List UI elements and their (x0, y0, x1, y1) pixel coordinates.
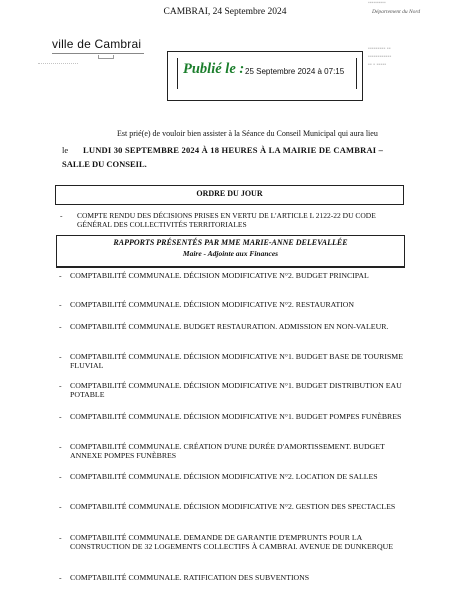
agenda-item-text: COMPTABILITÉ COMMUNALE. DÉCISION MODIFICATIVE N°2. LOCATION DE SALLES (70, 472, 378, 481)
rapporteur-underline (56, 266, 405, 268)
faint-dotted-rule (38, 63, 78, 64)
agenda-intro-item (60, 212, 405, 229)
list-dash: - (59, 381, 62, 390)
agenda-item (59, 352, 409, 370)
publication-label: Publié le : (183, 61, 245, 77)
agenda-item-text: COMPTABILITÉ COMMUNALE. CRÉATION D'UNE DURÉE D'AMORTISSEMENT. BUDGET ANNEXE POMPES FUNÈBRES (70, 442, 385, 460)
agenda-item (59, 300, 409, 309)
agenda-item (59, 442, 409, 460)
org-underline (52, 53, 144, 54)
list-dash: - (59, 352, 62, 361)
list-dash: - (60, 211, 63, 220)
meeting-datetime-location: LUNDI 30 SEPTEMBRE 2024 À 18 HEURES À LA MAIRIE DE CAMBRAI – (83, 145, 384, 155)
document-date: CAMBRAI, 24 Septembre 2024 (163, 7, 287, 17)
agenda-item-text: COMPTABILITÉ COMMUNALE. DÉCISION MODIFICATIVE N°2. BUDGET PRINCIPAL (70, 271, 369, 280)
agenda-item-text: COMPTABILITÉ COMMUNALE. BUDGET RESTAURATION. ADMISSION EN NON-VALEUR. (70, 322, 389, 331)
agenda-item-text: COMPTABILITÉ COMMUNALE. DÉCISION MODIFICATIVE N°1. BUDGET BASE DE TOURISME FLUVIAL (70, 352, 404, 370)
org-name: ville de Cambrai (52, 37, 142, 51)
invitation-text: Est prié(e) de vouloir bien assister à la Séance du Conseil Municipal qui aura lieu (117, 129, 378, 138)
list-dash: - (59, 533, 62, 542)
faint-stamp-text: ▪▪▪▪▪▪▪▪▪▪ (368, 1, 386, 6)
list-dash: - (59, 472, 62, 481)
list-dash: - (59, 322, 62, 331)
agenda-item (59, 502, 409, 511)
agenda-item (59, 381, 409, 399)
agenda-item-text: COMPTABILITÉ COMMUNALE. DÉCISION MODIFICATIVE N°1. BUDGET DISTRIBUTION EAU POTABLE (70, 381, 402, 399)
agenda-item (59, 412, 409, 421)
department-label: Département du Nord (372, 9, 421, 15)
agenda-item-text: COMPTABILITÉ COMMUNALE. DÉCISION MODIFICATIVE N°1. BUDGET POMPES FUNÈBRES (70, 412, 402, 421)
agenda-item (59, 472, 409, 481)
publication-datetime: 25 Septembre 2024 à 07:15 (245, 67, 345, 76)
agenda-intro-text: COMPTE RENDU DES DÉCISIONS PRISES EN VERTU DE L'ARTICLE L 2122-22 DU CODE GÉNÉRAL DES COLLECTIVITÉS TERRITORIALES (77, 211, 376, 229)
logo-mark (98, 55, 114, 59)
list-dash: - (59, 271, 62, 280)
agenda-title: ORDRE DU JOUR (196, 189, 263, 198)
meeting-room: SALLE DU CONSEIL. (62, 159, 147, 169)
agenda-item-text: COMPTABILITÉ COMMUNALE. DÉCISION MODIFICATIVE N°2. RESTAURATION (70, 300, 355, 309)
agenda-item (59, 573, 409, 582)
agenda-item-text: COMPTABILITÉ COMMUNALE. DEMANDE DE GARANTIE D'EMPRUNTS POUR LA CONSTRUCTION DE 32 LOGEMENTS COLLECTIFS À CAMBRAI. AVENUE DE DUNKERQUE (70, 533, 393, 551)
agenda-item-text: COMPTABILITÉ COMMUNALE. DÉCISION MODIFICATIVE N°2. GESTION DES SPECTACLES (70, 502, 396, 511)
list-dash: - (59, 442, 62, 451)
list-dash: - (59, 412, 62, 421)
meeting-prefix: le (62, 145, 69, 155)
agenda-item (59, 271, 409, 280)
list-dash: - (59, 502, 62, 511)
faint-bleed-through: ▪▪▪▪▪▪▪▪▪ ▪▪ ▪▪▪▪▪▪▪▪▪▪▪▪ ▪▪ ▪ ▪▪▪▪▪ (368, 46, 392, 68)
rapporteur-role: Maire - Adjointe aux Finances (182, 249, 279, 258)
agenda-item (59, 322, 409, 331)
agenda-item (59, 533, 409, 551)
list-dash: - (59, 300, 62, 309)
list-dash: - (59, 573, 62, 582)
rapporteur-heading: RAPPORTS PRÉSENTÉS PAR MME MARIE-ANNE DELEVALLÉE (113, 238, 348, 247)
agenda-item-text: COMPTABILITÉ COMMUNALE. RATIFICATION DES SUBVENTIONS (70, 573, 310, 582)
